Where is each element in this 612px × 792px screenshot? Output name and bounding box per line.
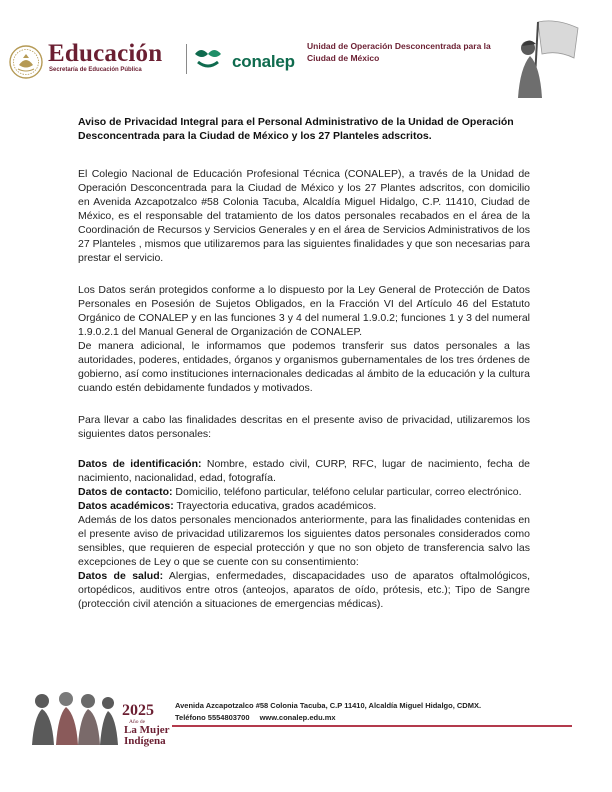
text-contact: Domicilio, teléfono particular, teléfono celular particular, correo electrónico.	[172, 486, 522, 498]
paragraph-data-intro: Para llevar a cabo las finalidades descritas en el presente aviso de privacidad, utilizaremos los siguientes datos personales:	[78, 414, 530, 440]
conalep-logo-icon	[192, 44, 224, 72]
indigenous-women-illustration-icon	[28, 685, 118, 745]
document-body	[78, 115, 530, 611]
footer-contact	[175, 713, 336, 722]
flag-heroine-icon	[508, 18, 584, 98]
label-academic: Datos académicos:	[78, 500, 174, 512]
paragraph-legal-basis: Los Datos serán protegidos conforme a lo dispuesto por la Ley General de Protección de Datos Personales en Posesión de Sujetos Obligados, en la Fracción VI del Artículo 46 del Estatuto Orgánico de CONALEP y en las funciones 3 y 4 del numeral 1.9.0.2; funciones 1 y 3 del numeral 1.9.0.2.1 del Manual General de Organización de CONALEP.	[78, 284, 530, 338]
label-health: Datos de salud:	[78, 570, 164, 582]
text-identification: Nombre, estado civil, CURP, RFC, lugar de nacimiento, fecha de nacimiento, nacionalidad, edad, fotografía.	[78, 458, 530, 484]
unit-name: Unidad de Operación Desconcentrada para la Ciudad de México	[307, 41, 491, 63]
data-contact	[78, 485, 530, 499]
page-title: Aviso de Privacidad Integral para el Personal Administrativo de la Unidad de Operación Desconcentrada para la Ciudad de México y los 27 Planteles adscritos.	[78, 116, 514, 142]
data-identification	[78, 457, 530, 485]
footer-website[interactable]: www.conalep.edu.mx	[259, 713, 336, 722]
text-health: Alergias, enfermedades, discapacidades uso de aparatos oftalmológicos, ortopédicos, auditivos entre otros (anteojos, aparatos de oído, prótesis, etc.); Tipo de Sangre (protección civil atención a situaciones de emergencias médicas).	[78, 570, 531, 610]
year-motto: La Mujer Indígena	[124, 724, 170, 747]
sep-subtitle: Secretaría de Educación Pública	[49, 67, 142, 73]
page-header	[0, 0, 612, 90]
paragraph-sensitive-data: Además de los datos personales mencionados anteriormente, para las finalidades contenidas en el presente aviso de privacidad utilizaremos los siguientes datos personales considerados como sensibles, que requieren de especial protección y que no son objeto de transferencia salvo las excepciones de Ley o que se cuente con su consentimiento:	[78, 514, 530, 568]
year-2025: 2025	[122, 702, 154, 719]
mexico-seal-icon	[8, 44, 44, 80]
conalep-wordmark: conalep	[232, 52, 295, 71]
footer-address: Avenida Azcapotzalco #58 Colonia Tacuba, C.P 11410, Alcaldía Miguel Hidalgo, CDMX.	[175, 701, 482, 710]
paragraph-responsible: El Colegio Nacional de Educación Profesional Técnica (CONALEP), a través de la Unidad de Operación Desconcentrada para la Ciudad de México y los 27 Plantes adscritos, con domicilio en Avenida Azcapotzalco #58 Colonia Tacuba, Alcaldía Miguel Hidalgo, C.P. 11410, Ciudad de México, es el responsable del tratamiento de los datos personales recabados en el área de la Coordinación de Recursos y Servicios Generales y en el área de Servicios Administrativos de los 27 Planteles , mismos que utilizaremos para las siguientes finalidades y que son necesarias para prestar el servicio.	[78, 168, 530, 264]
page-footer	[0, 685, 612, 755]
paragraph-transfers: De manera adicional, le informamos que podemos transferir sus datos personales a las autoridades, poderes, entidades, órganos y organismos gubernamentales de los tres órdenes de gobierno, así como instituciones internacionales dedicadas al ámbito de la educación y la cultura cuando estén debidamente fundados y motivados.	[78, 340, 530, 394]
data-health	[78, 569, 530, 611]
year-subtitle: Año de	[129, 719, 146, 725]
educacion-wordmark: Educación	[48, 40, 163, 67]
footer-divider	[172, 725, 572, 727]
logo-divider	[186, 44, 187, 74]
footer-phone: Teléfono 5554803700	[175, 713, 250, 722]
label-identification: Datos de identificación:	[78, 458, 202, 470]
label-contact: Datos de contacto:	[78, 486, 173, 498]
text-academic: Trayectoria educativa, grados académicos.	[173, 500, 377, 512]
data-academic	[78, 499, 530, 513]
